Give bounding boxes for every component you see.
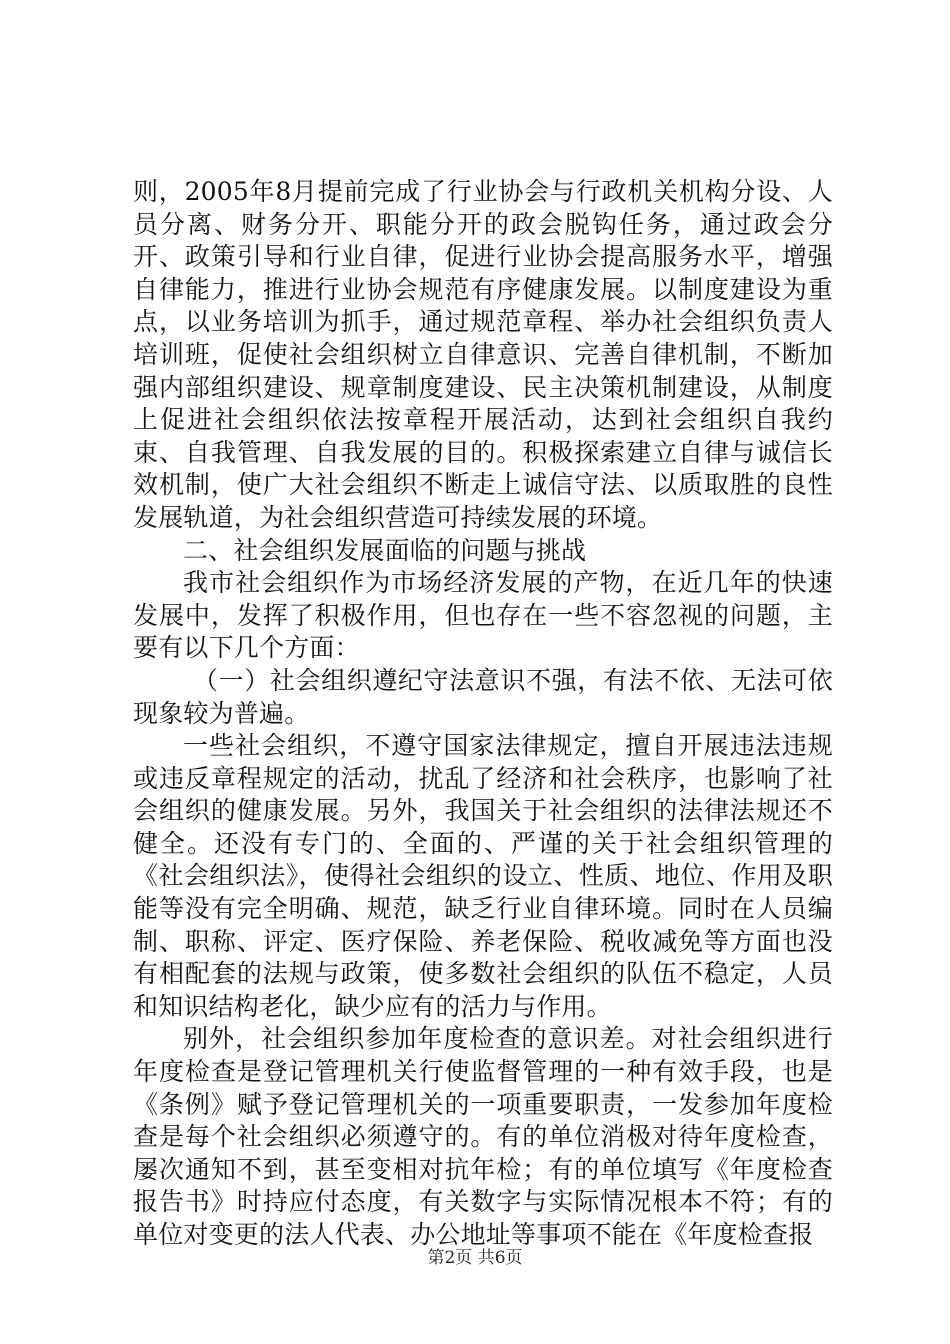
section-heading: 二、社会组织发展面临的问题与挑战 <box>183 535 587 565</box>
subsection-heading: （一）社会组织遵纪守法意识不强，有法不依、无法可依现象较为普遍。 <box>133 665 833 728</box>
paragraph-intro: 我市社会组织作为市场经济发展的产物，在近几年的快速发展中，发挥了积极作用，但也存在一些不容忽视的问题，主要有以下几个方面： <box>133 568 833 663</box>
paragraph-law: 一些社会组织，不遵守国家法律规定，擅自开展违法违规或违反章程规定的活动，扰乱了经济和社会秩序，也影响了社会组织的健康发展。另外，我国关于社会组织的法律法规还不健全。还没有专门的、全面的、严谨的关于社会组织管理的《社会组织法》，使得社会组织的设立、性质、地位、作用及职能等没有完全明确、规范，缺乏行业自律环境。同时在人员编制、职称、评定、医疗保险、养老保险、税收减免等方面也没有相配套的法规与政策，使多数社会组织的队伍不稳定，人员和知识结构老化，缺少应有的活力与作用。 <box>133 731 833 1021</box>
page-number-footer: 第2页 共6页 <box>427 1248 523 1268</box>
paragraph-annual-inspection: 别外，社会组织参加年度检查的意识差。对社会组织进行年度检查是登记管理机关行使监督管理的一种有效手段，也是《条例》赋予登记管理机关的一项重要职责，一发参加年度检查是每个社会组织必须遵守的。有的单位消极对待年度检查，屡次通知不到，甚至变相对抗年检；有的单位填写《年度检查报告书》时持应付态度，有关数字与实际情况根本不符；有的单位对变更的法人代表、办公地址等事项不能在《年度检查报 <box>133 1024 833 1249</box>
document-body <box>133 176 833 1252</box>
paragraph-continuation: 则，2005年8月提前完成了行业协会与行政机关机构分设、人员分离、财务分开、职能分开的政会脱钩任务，通过政会分开、政策引导和行业自律，促进行业协会提高服务水平，增强自律能力，推进行业协会规范有序健康发展。以制度建设为重点，以业务培训为抓手，通过规范章程、举办社会组织负责人培训班，促使社会组织树立自律意识、完善自律机制，不断加强内部组织建设、规章制度建设、民主决策机制建设，从制度上促进社会组织依法按章程开展活动，达到社会组织自我约束、自我管理、自我发展的目的。积极探索建立自律与诚信长效机制，使广大社会组织不断走上诚信守法、以质取胜的良性发展轨道，为社会组织营造可持续发展的环境。 <box>133 177 833 532</box>
